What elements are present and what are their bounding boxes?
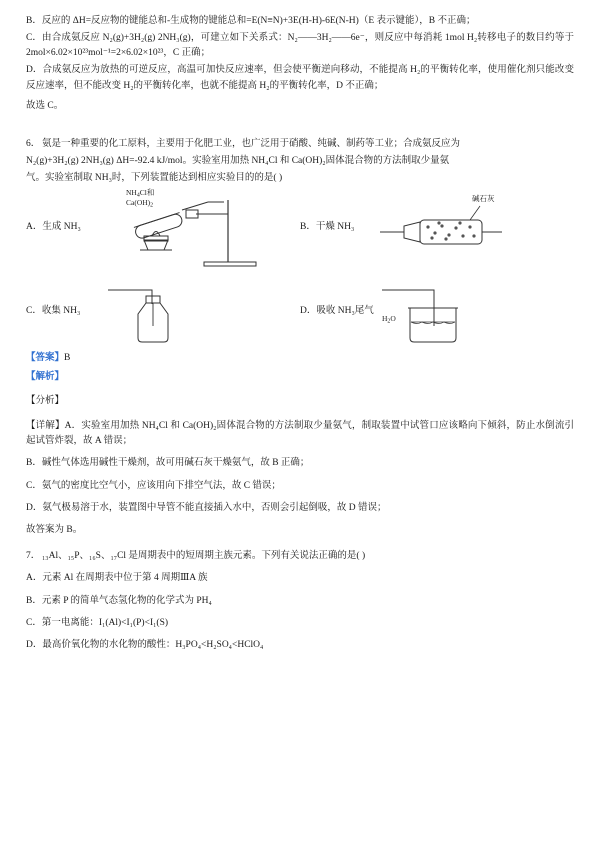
option-d-text: 合成氨反应为放热的可逆反应，高温可加快反应速率，但会使平衡逆向移动，不能提高 H₂的平衡转化率，使用催化剂只能改变反应速率，但不能改变 H₂的平衡转化率，也就不能提高 H₂的平衡转化率，D 不正确； bbox=[26, 65, 574, 91]
figure-a-label-wrap bbox=[26, 192, 100, 235]
question-6-text-2: N₂(g)+3H₂(g) 2NH₃(g) ΔH=-92.4 kJ/mol。实验室用加热 NH₄Cl 和 Ca(OH)₂固体混合物的方法制取少量氨 bbox=[26, 156, 450, 167]
option-c-paragraph bbox=[26, 31, 574, 62]
question-7-option-a-text: 元素 Al 在周期表中位于第 4 周期ⅢA 族 bbox=[42, 573, 208, 584]
figure-c-letter: C． bbox=[26, 306, 42, 317]
question-7-option-d-letter: D． bbox=[26, 640, 43, 651]
figure-b-letter: B． bbox=[300, 222, 316, 233]
figure-option-d bbox=[300, 282, 574, 342]
answer-choose-text: 故选 C。 bbox=[26, 101, 64, 112]
figure-b-label: 干燥 NH₃ bbox=[315, 222, 355, 233]
figure-d-caption: $H_2O$ bbox=[382, 314, 396, 325]
figure-b-caption: 碱石灰 bbox=[472, 194, 495, 204]
detail-c-line bbox=[26, 479, 574, 494]
question-6-stem-line-2 bbox=[26, 154, 574, 169]
question-7-stem bbox=[26, 549, 574, 564]
question-7-option-c bbox=[26, 616, 574, 631]
answer-line bbox=[26, 351, 574, 366]
option-b-letter: B． bbox=[26, 16, 42, 26]
figure-a-label: 生成 NH₃ bbox=[42, 222, 81, 233]
fenxi-line bbox=[26, 394, 574, 409]
detail-d-text: D．氨气极易溶于水，装置图中导管不能直接插入水中，否则会引起倒吸，故 D 错误； bbox=[26, 503, 387, 513]
question-6-text-3: 气。实验室制取 NH₃时，下列装置能达到相应实验目的的是( ) bbox=[26, 173, 283, 183]
figure-a-caption-line2: $Ca(OH)_2$ bbox=[126, 198, 154, 209]
question-7-option-a-letter: A． bbox=[26, 573, 43, 584]
detail-a-line bbox=[26, 419, 574, 450]
question-7-option-a bbox=[26, 571, 574, 586]
question-7-text: ₁₃Al、₁₅P、₁₆S、₁₇Cl 是周期表中的短周期主族元素。下列有关说法正确的是( ) bbox=[42, 550, 366, 561]
question-7-number: 7． bbox=[26, 550, 41, 561]
detail-b-line bbox=[26, 456, 574, 471]
figure-b-art bbox=[374, 192, 574, 270]
figure-b-label-wrap bbox=[300, 192, 374, 235]
detail-a-text: 【详解】A．实验室用加热 NH₄Cl 和 Ca(OH)₂固体混合物的方法制取少量氨气，制取装置中试管口应该略向下倾斜，防止水倒流引起试管炸裂，故 A 错误； bbox=[26, 420, 574, 446]
figure-c-label-wrap bbox=[26, 282, 100, 319]
question-6-number: 6． bbox=[26, 139, 41, 150]
question-6-stem-line-1 bbox=[26, 137, 574, 152]
figure-d-label: 吸收 NH₃尾气 bbox=[316, 306, 374, 317]
answer-tag: 【答案】 bbox=[26, 353, 65, 364]
figure-option-b bbox=[300, 192, 574, 270]
figure-a-art bbox=[100, 188, 300, 270]
question-6-text-1: 氨是一种重要的化工原料，主要用于化肥工业，也广泛用于硝酸、纯碱、制药等工业；合成氨反应为 bbox=[42, 139, 461, 150]
option-d-letter: D． bbox=[26, 65, 43, 76]
answer-value: B bbox=[64, 353, 71, 364]
analysis-tag: 【解析】 bbox=[26, 371, 65, 382]
figure-d-label-wrap bbox=[300, 282, 374, 319]
question-7-option-d bbox=[26, 638, 574, 653]
question-7-option-b-letter: B． bbox=[26, 595, 42, 606]
figure-d-letter: D． bbox=[300, 306, 317, 317]
figure-option-a bbox=[26, 188, 300, 270]
option-b-paragraph bbox=[26, 14, 574, 29]
question-7-option-b-text: 元素 P 的简单气态氢化物的化学式为 PH₄ bbox=[41, 595, 212, 606]
answer-choose-line bbox=[26, 99, 574, 114]
question-7-option-c-letter: C． bbox=[26, 617, 42, 628]
analysis-line bbox=[26, 370, 574, 385]
figure-row-ab bbox=[26, 188, 574, 270]
figure-c-art bbox=[100, 282, 300, 342]
option-c-text: 由合成氨反应 N₂(g)+3H₂(g) 2NH₃(g)，可建立如下关系式：N₂——3H₂——6e⁻，则反应中每消耗 1mol H₂转移电子的数目约等于 2mol×6.02×10²³mol⁻¹=2×6.02×10²³，C 正确； bbox=[26, 32, 574, 59]
detail-conclusion-line bbox=[26, 523, 574, 538]
figure-a-caption-line1: $NH_4Cl$和 bbox=[126, 188, 155, 199]
option-c-letter: C． bbox=[26, 32, 42, 43]
option-b-text: 反应的 ΔH=反应物的键能总和-生成物的键能总和=E(N≡N)+3E(H-H)-6E(N-H)（E 表示键能），B 不正确； bbox=[41, 16, 476, 26]
detail-b-text: B．碱性气体选用碱性干燥剂，故可用碱石灰干燥氨气，故 B 正确； bbox=[26, 458, 310, 469]
detail-c-text: C．氨气的密度比空气小，应该用向下排空气法，故 C 错误； bbox=[26, 480, 281, 491]
detail-d-line bbox=[26, 501, 574, 516]
figure-c-label: 收集 NH₃ bbox=[41, 306, 81, 317]
figure-option-c bbox=[26, 282, 300, 342]
option-d-paragraph bbox=[26, 63, 574, 94]
question-7-option-d-text: 最高价氧化物的水化物的酸性：H₃PO₄<H₂SO₄<HClO₄ bbox=[42, 640, 264, 651]
figure-a-letter: A． bbox=[26, 222, 43, 233]
figure-row-cd bbox=[26, 282, 574, 342]
fenxi-tag: 【分析】 bbox=[26, 396, 65, 407]
question-6-stem-line-3 bbox=[26, 171, 574, 186]
question-7-option-c-text: 第一电离能：I₁(Al)<I₁(P)<I₁(S) bbox=[41, 617, 169, 628]
question-7-option-b bbox=[26, 594, 574, 609]
figure-d-art bbox=[374, 282, 574, 342]
detail-conclusion-text: 故答案为 B。 bbox=[26, 525, 83, 536]
